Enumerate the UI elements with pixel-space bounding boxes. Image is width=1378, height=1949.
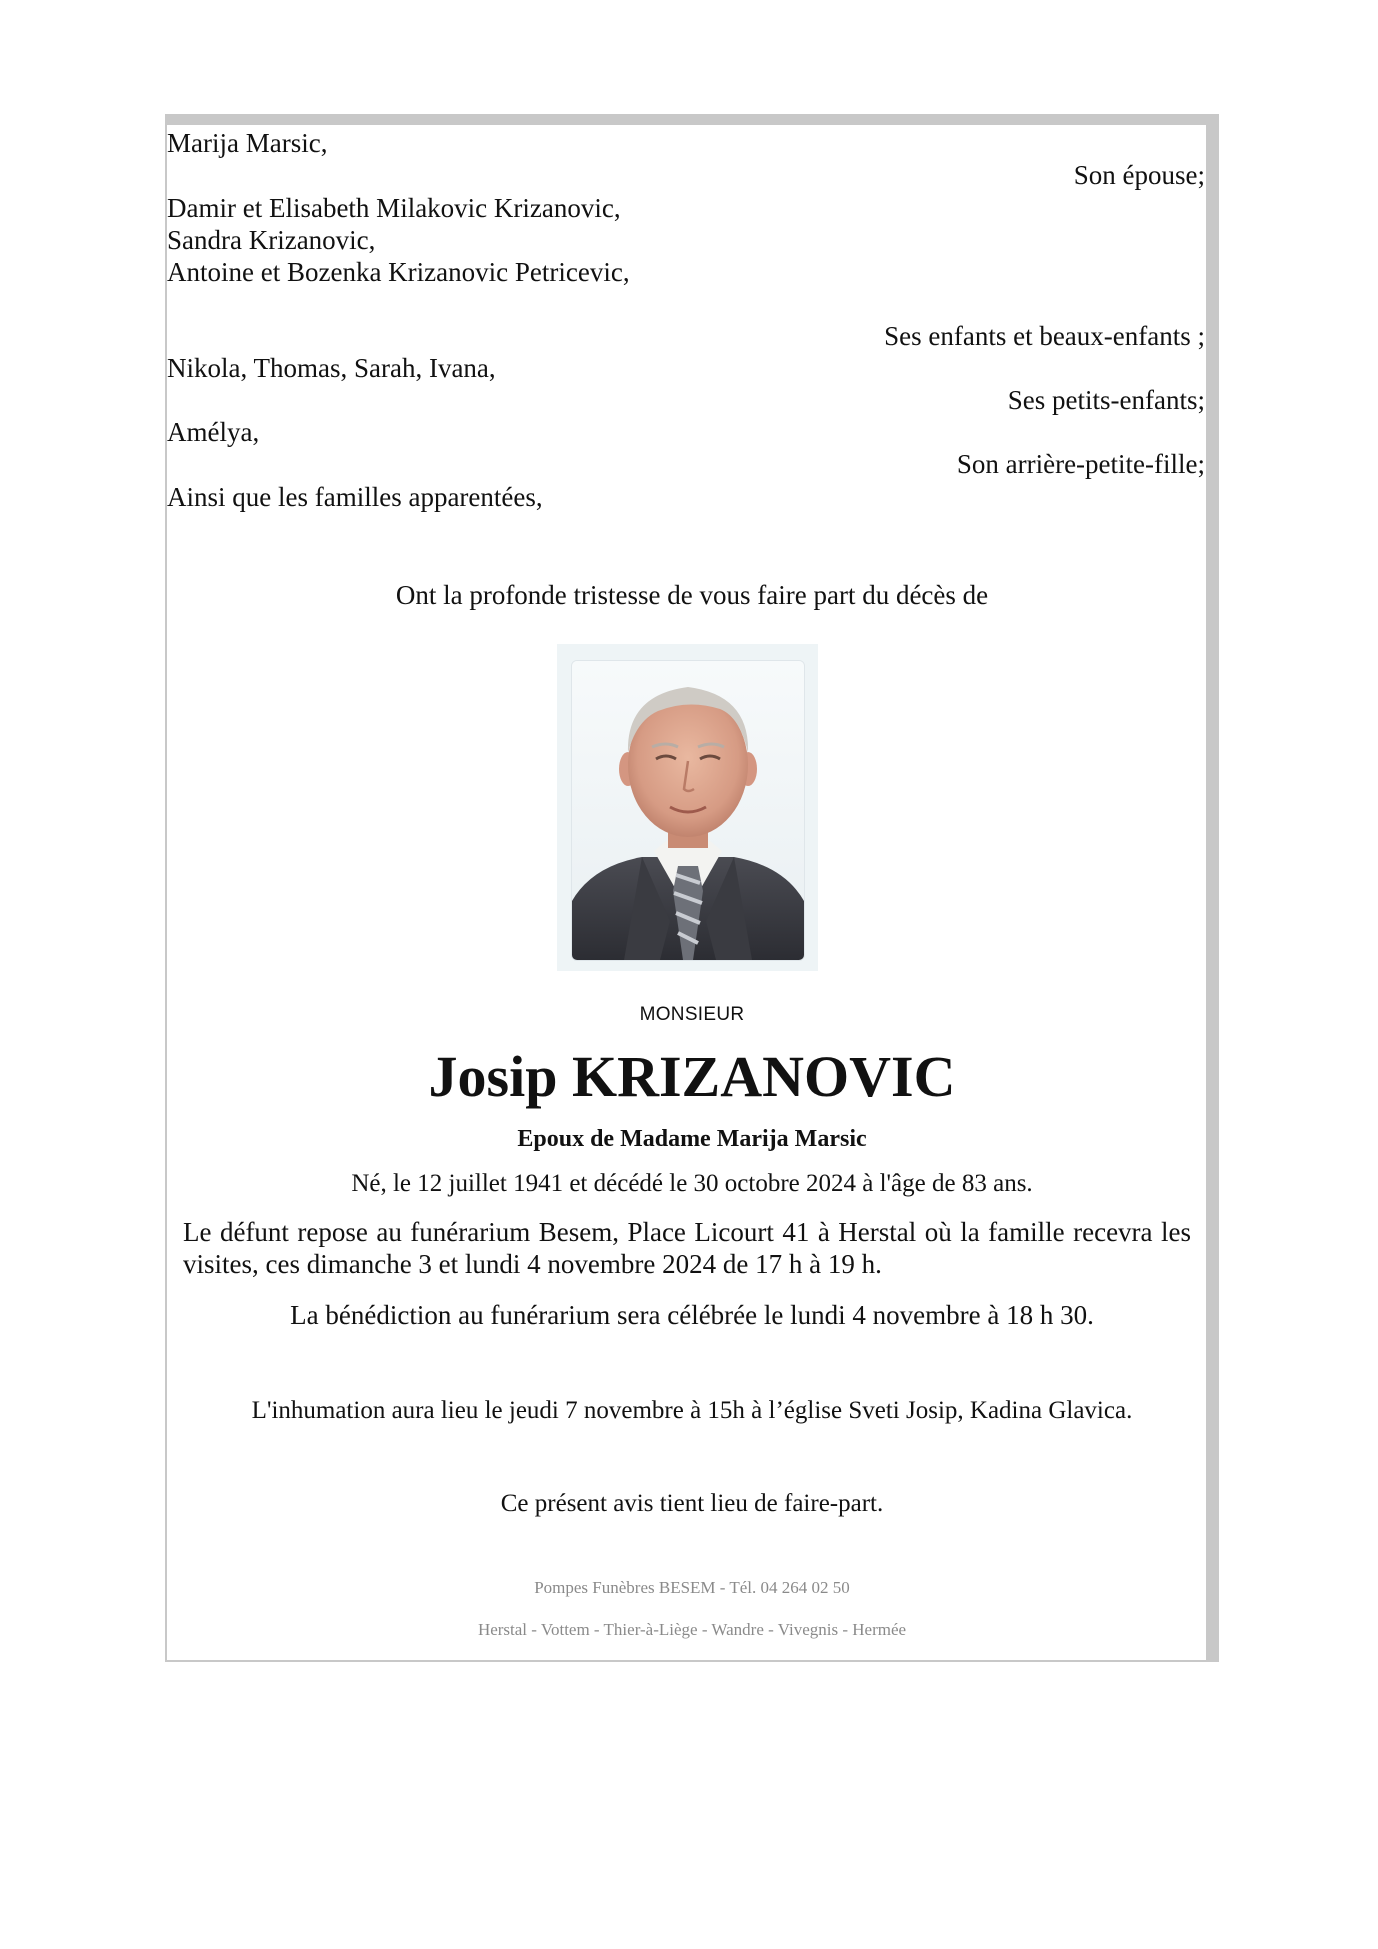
spouse-role: Son épouse; [1073, 160, 1205, 190]
spouse-line: Epoux de Madame Marija Marsic [517, 1126, 867, 1152]
child-name: Damir et Elisabeth Milakovic Krizanovic, [167, 193, 621, 223]
portrait-photo-frame [557, 644, 818, 971]
footer-locations: Herstal - Vottem - Thier-à-Liège - Wandre - Vivegnis - Hermée [477, 1620, 907, 1639]
grandchildren-names: Nikola, Thomas, Sarah, Ivana, [167, 353, 496, 383]
deceased-name: Josip KRIZANOVIC [428, 1044, 956, 1109]
relatives-line: Ainsi que les familles apparentées, [167, 482, 543, 512]
portrait-photo [571, 660, 805, 961]
great-grandchild-role: Son arrière-petite-fille; [956, 449, 1205, 479]
spouse-name: Marija Marsic, [167, 128, 328, 158]
announcement-text: Ont la profonde tristesse de vous faire part du décès de [395, 580, 989, 610]
children-role: Ses enfants et beaux-enfants ; [884, 321, 1205, 351]
avis-line: Ce présent avis tient lieu de faire-part. [500, 1490, 884, 1517]
repose-paragraph: Le défunt repose au funérarium Besem, Place Licourt 41 à Herstal où la famille recevra les visites, ces dimanche 3 et lundi 4 novembre 2024 de 17 h à 19 h. [183, 1217, 1191, 1279]
footer-company: Pompes Funèbres BESEM - Tél. 04 264 02 50 [534, 1578, 850, 1597]
child-name: Antoine et Bozenka Krizanovic Petricevic, [167, 257, 630, 287]
grandchildren-role: Ses petits-enfants; [1007, 385, 1205, 415]
child-name: Sandra Krizanovic, [167, 225, 376, 255]
dates-line: Né, le 12 juillet 1941 et décédé le 30 octobre 2024 à l'âge de 83 ans. [351, 1170, 1033, 1197]
great-grandchild-name: Amélya, [167, 417, 260, 447]
benediction-line: La bénédiction au funérarium sera célébrée le lundi 4 novembre à 18 h 30. [290, 1300, 1094, 1330]
inhumation-line: L'inhumation aura lieu le jeudi 7 novembre à 15h à l’église Sveti Josip, Kadina Glavica. [251, 1397, 1133, 1424]
deceased-title: MONSIEUR [639, 1004, 745, 1025]
